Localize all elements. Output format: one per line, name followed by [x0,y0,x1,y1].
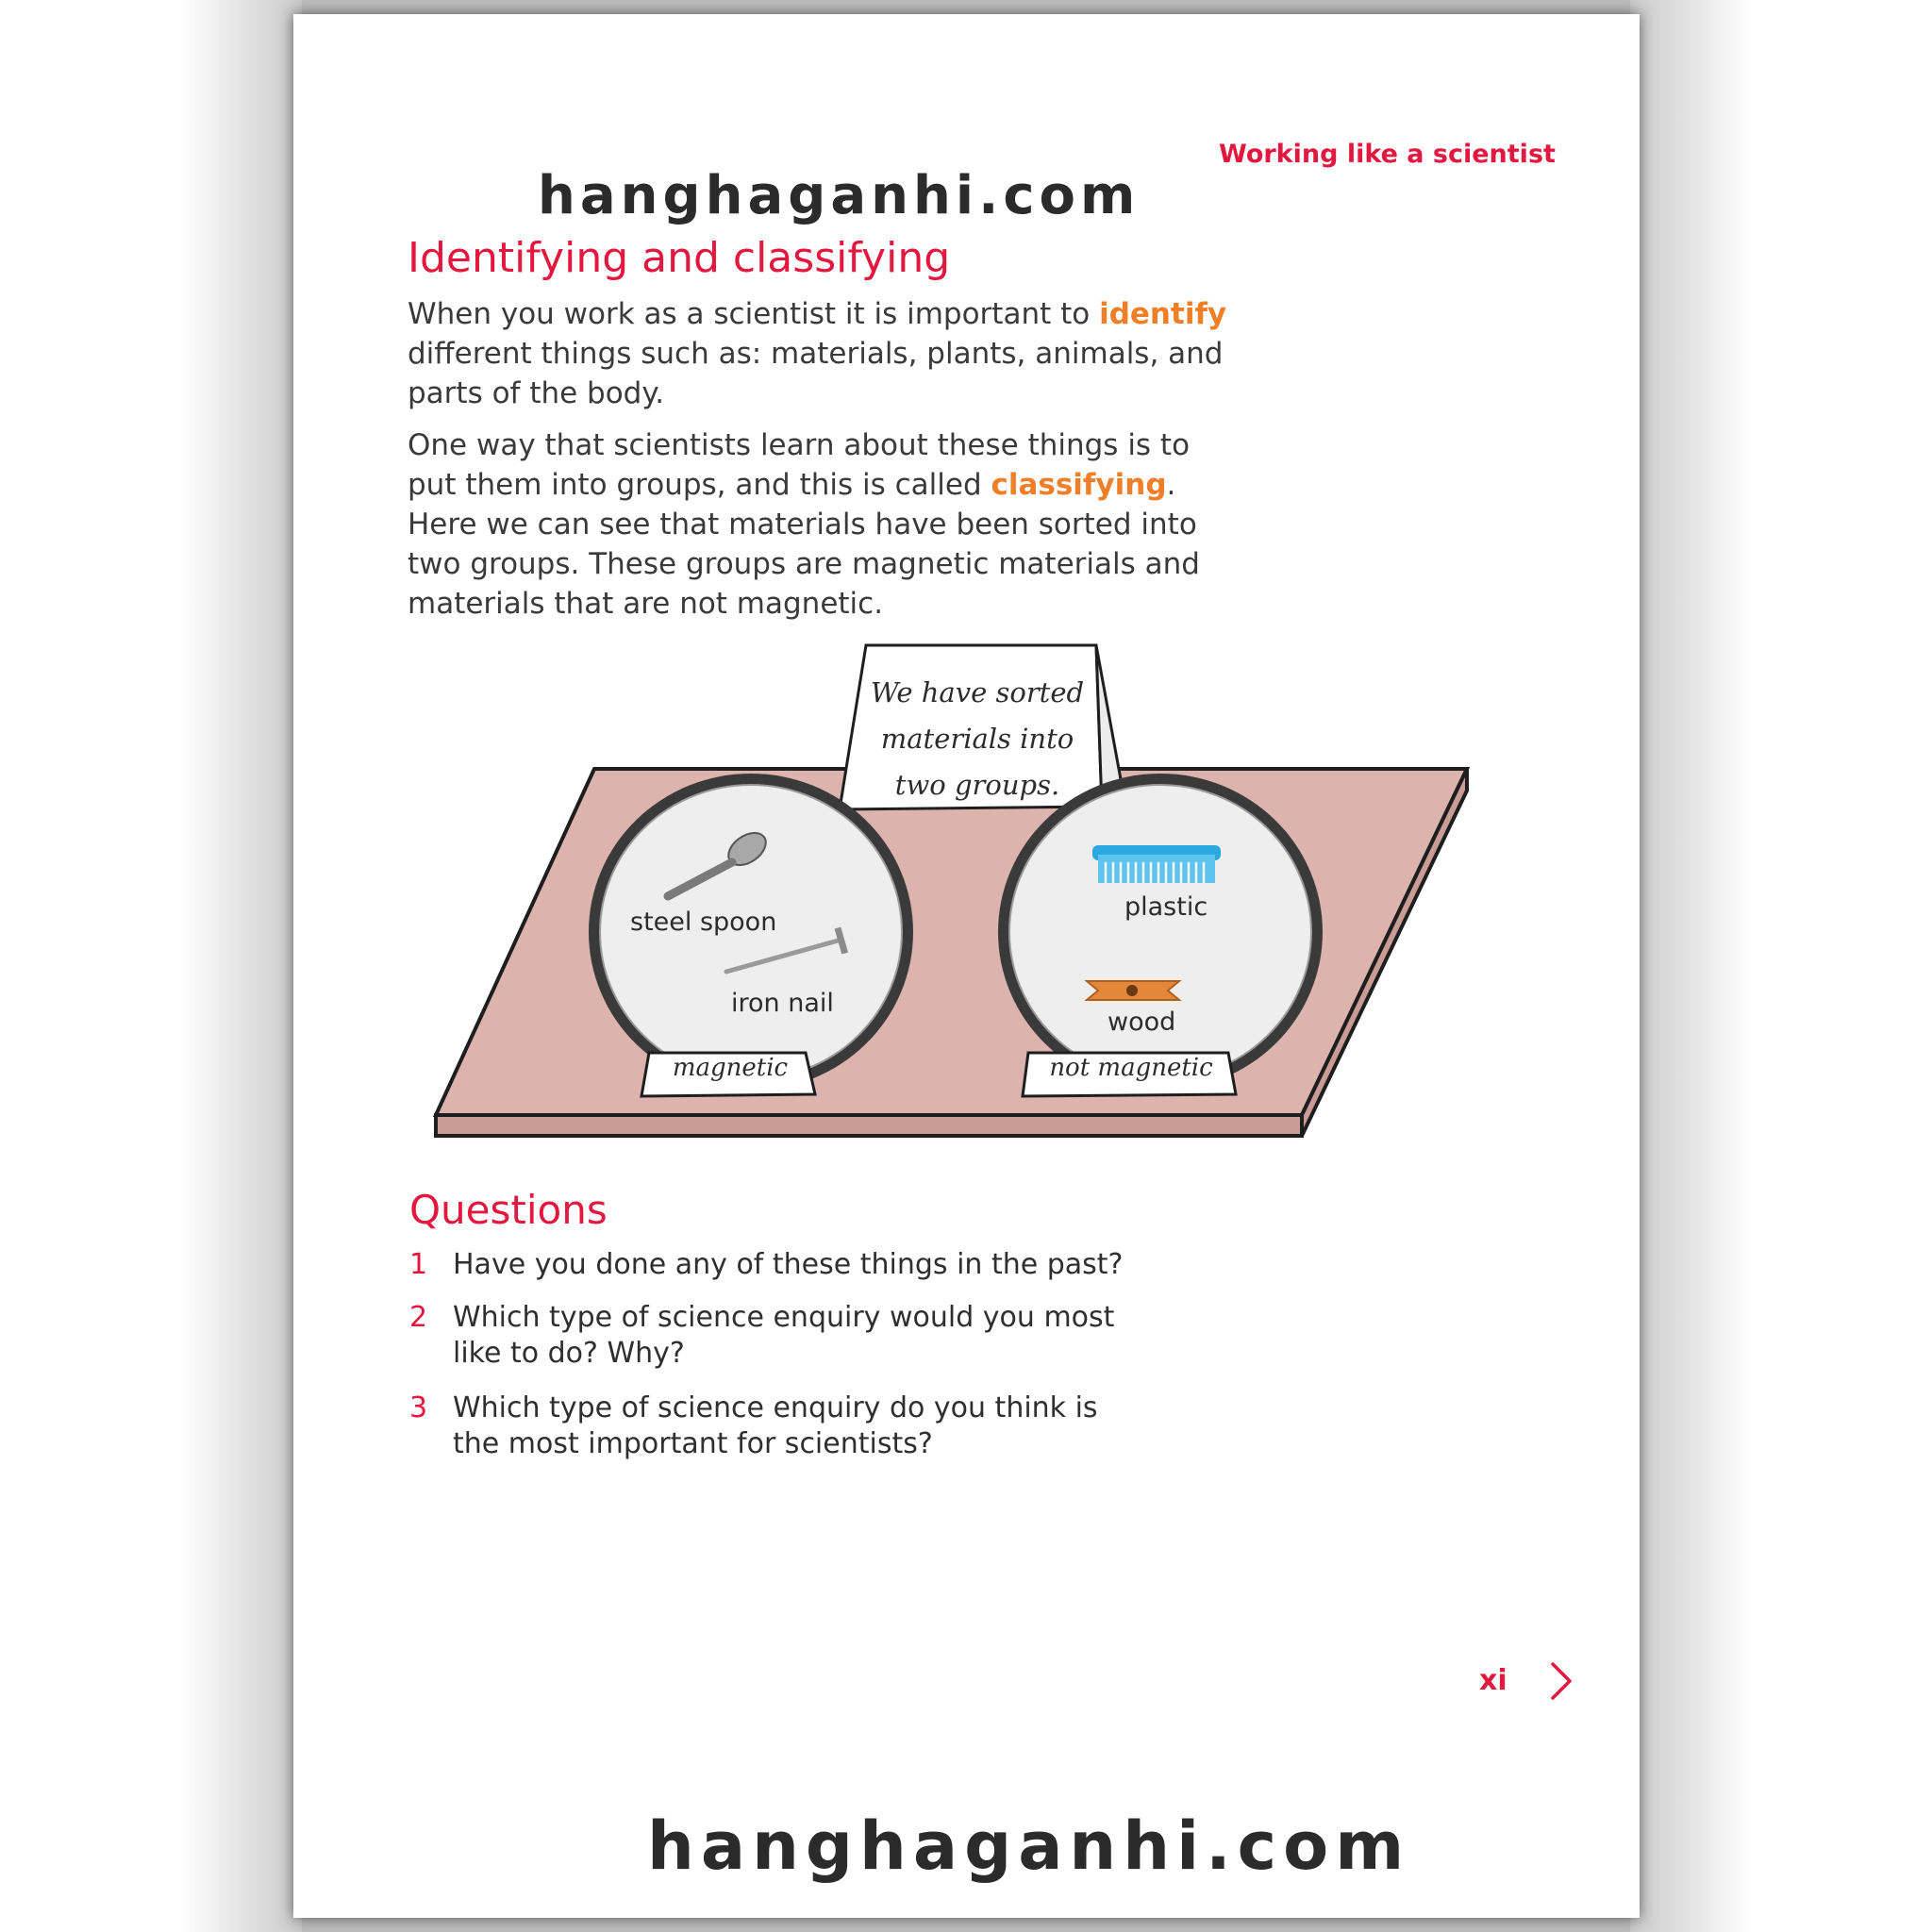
paragraph-text: different things such as: materials, plants, animals, and parts of the body. [408,337,1224,410]
question-text: Which type of science enquiry do you think is the most important for scientists? [453,1391,1098,1460]
paragraph-identify [408,294,1238,413]
chevron-right-icon[interactable] [1547,1660,1575,1702]
question-number: 1 [409,1248,428,1281]
wooden-peg-icon [1087,981,1179,1000]
question-number: 3 [409,1391,428,1424]
questions-title: Questions [409,1187,608,1233]
label-iron-nail: iron nail [731,989,834,1018]
sign-line: materials into [880,723,1074,755]
background-right [1630,0,1932,1932]
paragraph-text: When you work as a scientist it is important to [408,297,1100,331]
watermark-top: hanghaganhi.com [538,165,1141,226]
sign-line: two groups. [894,769,1060,801]
table-edge [436,1115,1302,1136]
question-number: 2 [409,1301,428,1334]
label-plastic: plastic [1124,892,1208,922]
question-text: Which type of science enquiry would you most like to do? Why? [453,1301,1115,1370]
question-item [409,1247,1145,1285]
question-item [409,1300,1145,1375]
label-wood: wood [1108,1008,1176,1037]
question-item [409,1391,1145,1466]
sorting-illustration [415,632,1491,1160]
page-number: xi [1479,1664,1507,1697]
watermark-bottom: hanghaganhi.com [647,1807,1411,1885]
paragraph-classifying [408,425,1238,624]
card-magnetic: magnetic [672,1054,789,1082]
section-title: Identifying and classifying [408,234,951,282]
background-left [0,0,302,1932]
paragraph-text: One way that scientists learn about these things is to put them into groups, and this is called [408,428,1191,502]
paragraph-text: . Here we can see that materials have been sorted into two groups. These groups are magnetic materials and materials that are not magnetic. [408,468,1200,621]
sign-text [858,670,1096,808]
running-head: Working like a scientist [1219,140,1556,169]
sign-line: We have sorted [870,676,1085,708]
label-steel-spoon: steel spoon [630,908,777,937]
card-not-magnetic: not magnetic [1049,1054,1213,1082]
plastic-comb-icon [1092,845,1221,883]
keyword-classifying: classifying [991,468,1167,502]
question-text: Have you done any of these things in the past? [453,1248,1124,1281]
keyword-identify: identify [1099,297,1227,331]
